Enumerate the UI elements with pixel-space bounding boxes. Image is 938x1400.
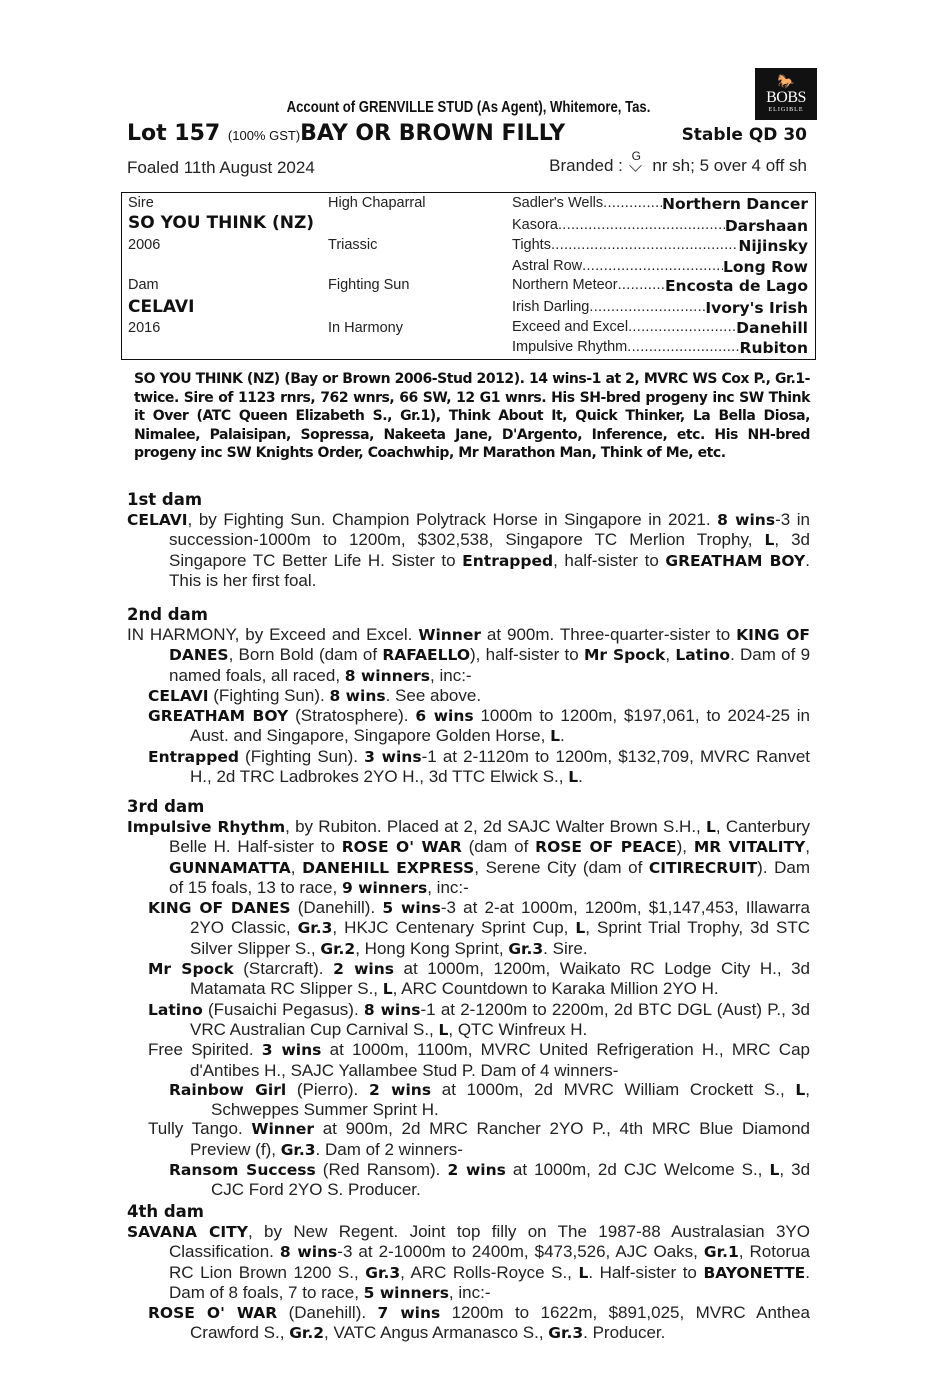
plain-text: (dam of [461, 837, 536, 857]
bold-text: 3 wins [261, 1041, 322, 1060]
plain-text: , Rotorua RC Lion Brown 1200 S., [169, 1242, 810, 1282]
plain-text: , HKJC Centenary Sprint Cup, [332, 918, 576, 938]
plain-text: (Pierro). [286, 1079, 369, 1099]
bold-text: Latino [675, 646, 731, 665]
section-heading: 3rd dam [127, 797, 205, 816]
plain-text: (Starcraft). [233, 959, 334, 979]
bold-text: L [578, 1263, 589, 1282]
bold-text: CITIRECRUIT [648, 858, 758, 877]
plain-text: , by Rubiton. Placed at 2, 2d SAJC Walter Brown S.H., [285, 817, 707, 836]
plain-text: (Fighting Sun). [208, 685, 330, 705]
bold-text: Winner [418, 626, 481, 644]
bold-text: 7 wins [377, 1304, 441, 1323]
plain-text: . Dam of 2 winners- [315, 1139, 463, 1159]
plain-text: at 1000m, 1200m, Waikato RC Lodge City H., 3d Matamata RC Slipper S., [190, 959, 811, 999]
pedigree-paragraph [127, 747, 810, 788]
plain-text: -1 at 2-1120m to 1200m, $132,709, MVRC Ranvet H., 2d TRC Ladbrokes 2YO H., 3d TTC Elwick S., [190, 746, 810, 787]
plain-text: ), half-sister to [470, 645, 584, 665]
dam-year: 2016 [128, 320, 161, 336]
dam-section-4 [127, 1202, 810, 1344]
great-grandparent-row: Tights ..... Nijinsky [512, 237, 808, 255]
great-grandparent-row: Kasora ..... Darshaan [512, 217, 808, 235]
bold-text: KING OF DANES [169, 626, 810, 665]
plain-text: (Fusaichi Pegasus). [202, 999, 364, 1019]
gst-note: (100% GST) [227, 128, 301, 143]
bold-text: Ransom Success [169, 1161, 316, 1180]
pedigree-paragraph [127, 1303, 810, 1344]
dam-section-1 [127, 490, 810, 590]
plain-text: , inc:- [430, 665, 472, 685]
dam-section-2 [127, 605, 810, 787]
plain-text: , [665, 645, 676, 665]
bold-text: L [568, 768, 579, 787]
bold-text: GUNNAMATTA [169, 858, 291, 877]
bold-text: Latino [148, 1000, 203, 1019]
pedigree-paragraph [127, 625, 810, 686]
bold-text: L [438, 1020, 449, 1039]
bold-text: BAYONETTE [703, 1263, 806, 1282]
bold-text: 8 wins [279, 1243, 338, 1262]
bold-text: L [764, 531, 775, 550]
lot-header [127, 121, 810, 149]
bold-text: Rainbow Girl [169, 1080, 287, 1099]
pedigree-paragraph [127, 686, 810, 706]
plain-text: , 3d CJC Ford 2YO S. Producer. [211, 1160, 811, 1200]
great-grandparent-row: Irish Darling ..... Ivory's Irish [512, 299, 808, 317]
bold-text: Impulsive Rhythm [127, 818, 286, 836]
plain-text: . Dam of 9 named foals, all raced, [169, 645, 811, 685]
brand-info [549, 150, 807, 176]
dam-label: Dam [128, 277, 159, 293]
great-grandparent-row: Exceed and Excel ..... Danehill [512, 319, 808, 337]
bold-text: 6 wins [415, 707, 474, 726]
bold-text: L [550, 727, 560, 746]
bold-text: CELAVI [148, 686, 209, 705]
plain-text: , by New Regent. Joint top filly on The 1987-88 Australasian 3YO Classification. [169, 1222, 810, 1262]
plain-text: at 1000m, 2d MVRC William Crockett S., [431, 1079, 796, 1099]
great-grandparent-row: Northern Meteor ..... Encosta de Lago [512, 277, 808, 295]
granddam-paternal: Triassic [328, 237, 378, 253]
horse-description: BAY OR BROWN FILLY [300, 121, 566, 146]
plain-text: . [578, 767, 583, 787]
branded-label: Branded : [549, 156, 623, 175]
grandsire-paternal: High Chaparral [328, 195, 426, 211]
plain-text: . Sire. [543, 938, 588, 958]
foaled-date: Foaled 11th August 2024 [127, 158, 315, 177]
lot-title [127, 121, 565, 146]
dam-section-3 [127, 797, 810, 1200]
plain-text: , inc:- [448, 1282, 491, 1302]
plain-text: , 3d Singapore TC Better Life H. Sister to [169, 530, 810, 570]
plain-text: , Serene City (dam of [474, 857, 649, 877]
pedigree-paragraph [127, 1000, 810, 1041]
bold-text: Mr Spock [148, 960, 234, 979]
bold-text: Gr.3 [508, 939, 544, 958]
plain-text: IN HARMONY, by Exceed and Excel. [127, 625, 419, 644]
plain-text: (Danehill). [290, 898, 383, 918]
bold-text: Gr.3 [297, 919, 333, 938]
bold-text: 5 wins [382, 899, 441, 918]
sire-label: Sire [128, 195, 154, 211]
bold-text: L [769, 1161, 780, 1180]
great-grandparent-row: Sadler's Wells ..... Northern Dancer [512, 195, 808, 213]
section-heading: 4th dam [127, 1202, 204, 1221]
lot-number: Lot 157 [127, 121, 221, 146]
bold-text: Gr.3 [548, 1324, 584, 1343]
bold-text: Gr.2 [320, 939, 356, 958]
stable-location: Stable QD 30 [681, 125, 807, 145]
bold-text: SAVANA CITY [127, 1223, 248, 1241]
great-grandparent-row: Impulsive Rhythm ..... Rubiton [512, 339, 808, 357]
plain-text: . This is her first foal. [169, 550, 810, 590]
bold-text: ROSE O' WAR [341, 838, 462, 857]
plain-text: -3 in succession-1000m to 1200m, $302,538, Singapore TC Merlion Trophy, [169, 510, 810, 550]
bold-text: L [706, 818, 716, 836]
great-grandparent-row: Astral Row ..... Long Row [512, 258, 808, 276]
vendor-account: Account of GRENVILLE STUD (As Agent), Whitemore, Tas. [286, 99, 651, 116]
bold-text: ROSE O' WAR [148, 1304, 278, 1323]
plain-text: (Red Ransom). [315, 1160, 448, 1180]
branded-detail: nr sh; 5 over 4 off sh [652, 156, 807, 175]
bold-text: MR VITALITY [693, 838, 806, 857]
plain-text: , Hong Kong Sprint, [355, 938, 509, 958]
pedigree-paragraph [127, 1040, 810, 1080]
sire-summary: SO YOU THINK (NZ) (Bay or Brown 2006-Stud 2012). 14 wins-1 at 2, MVRC WS Cox P., Gr.1-twice. Sire of 1123 rnrs, 762 wnrs, 66 SW, 12 G1 wnrs. His SH-bred progeny inc SW Think it Over (ATC Queen Elizabeth S., Gr.1), Think About It, Quick Thinker, La Bella Diosa, Nimalee, Palaisipan, Sopressa, Nakeeta Jane, D'Argento, Inference, etc. His NH-bred progeny inc SW Knights Order, Coachwhip, Mr Marathon Man, Think of Me, etc. [134, 371, 810, 461]
bold-text: 8 wins [717, 511, 776, 529]
plain-text: 1000m to 1200m, $197,061, to 2024-25 in Aust. and Singapore, Singapore Golden Horse, [190, 706, 811, 746]
bold-text: KING OF DANES [148, 899, 291, 918]
plain-text: . Dam of 8 foals, 7 to race, [169, 1262, 810, 1302]
grandsire-maternal: Fighting Sun [328, 277, 410, 293]
bold-text: CELAVI [127, 511, 188, 529]
bold-text: Winner [251, 1120, 315, 1139]
logo-top-text: BOBS [766, 89, 806, 106]
bold-text: 9 winners [341, 878, 428, 897]
bold-text: Gr.3 [365, 1263, 401, 1282]
pedigree-paragraph [127, 1222, 810, 1303]
plain-text: , [290, 857, 303, 877]
dam-name: CELAVI [128, 297, 195, 317]
plain-text: , Sprint Trial Trophy, 3d STC Silver Slipper S., [190, 918, 810, 958]
pedigree-paragraph [127, 510, 810, 590]
plain-text: -1 at 2-1200m to 2200m, 2d BTC DGL (Aust) P., 3d VRC Australian Cup Carnival S., [190, 999, 810, 1039]
plain-text: at 1000m, 1100m, MVRC United Refrigeration H., MRC Cap d'Antibes H., SAJC Yallambee Stud P. Dam of 4 winners- [190, 1040, 810, 1080]
plain-text: . [559, 726, 565, 746]
plain-text: . See above. [385, 685, 482, 705]
bold-text: RAFAELLO [382, 646, 471, 665]
pedigree-paragraph [127, 1160, 810, 1200]
plain-text: ), [676, 837, 694, 857]
section-heading: 2nd dam [127, 605, 208, 624]
sire-year: 2006 [128, 237, 161, 253]
bold-text: 8 winners [344, 666, 431, 685]
pedigree-paragraph [127, 706, 810, 747]
bold-text: ROSE OF PEACE [535, 838, 677, 857]
pedigree-paragraph [127, 817, 810, 898]
pedigree-paragraph [127, 898, 810, 959]
bold-text: 3 wins [364, 747, 422, 766]
bold-text: 8 wins [329, 686, 386, 705]
pedigree-paragraph [127, 1080, 810, 1120]
bold-text: 5 winners [363, 1283, 449, 1302]
bold-text: L [575, 919, 586, 938]
bold-text: GREATHAM BOY [148, 707, 289, 726]
plain-text: , VATC Angus Armanasco S., [324, 1323, 549, 1343]
bold-text: Gr.3 [280, 1140, 316, 1159]
bobs-eligible-logo [755, 68, 817, 120]
plain-text: at 900m. Three-quarter-sister to [480, 625, 737, 644]
plain-text: at 900m, 2d MRC Rancher 2YO P., 4th MRC Blue Diamond Preview (f), [190, 1119, 810, 1159]
plain-text: (Fighting Sun). [238, 746, 365, 766]
bold-text: 2 wins [447, 1161, 506, 1180]
bold-text: DANEHILL EXPRESS [302, 858, 475, 877]
plain-text: (Stratosphere). [288, 706, 416, 726]
section-heading: 1st dam [127, 490, 203, 509]
plain-text: , Schweppes Summer Sprint H. [211, 1079, 811, 1120]
plain-text: . Producer. [583, 1323, 666, 1343]
plain-text: , ARC Countdown to Karaka Million 2YO H. [392, 979, 719, 999]
brand-mark-icon: G [628, 150, 648, 176]
plain-text: 1200m to 1622m, $891,025, MVRC Anthea Crawford S., [190, 1303, 810, 1343]
plain-text: -3 at 2-1000m to 2400m, $473,526, AJC Oaks, [337, 1242, 704, 1262]
bold-text: 8 wins [363, 1000, 421, 1019]
plain-text: Free Spirited. [148, 1040, 262, 1060]
plain-text: , Canterbury Belle H. Half-sister to [169, 817, 810, 857]
horse-head-icon: 🐎 [777, 73, 795, 89]
plain-text: at 1000m, 2d CJC Welcome S., [505, 1160, 770, 1180]
sire-name: SO YOU THINK (NZ) [128, 213, 315, 233]
plain-text: , QTC Winfreux H. [448, 1019, 588, 1039]
plain-text: -3 at 2-at 1000m, 1200m, $1,147,453, Illawarra 2YO Classic, [190, 898, 810, 938]
pedigree-table [121, 192, 816, 360]
bold-text: Entrapped [462, 551, 554, 570]
plain-text: . Half-sister to [588, 1262, 704, 1282]
bold-text: Mr Spock [583, 646, 666, 665]
bold-text: L [795, 1080, 806, 1099]
pedigree-paragraph [127, 1119, 810, 1160]
plain-text: ). Dam of 15 foals, 13 to race, [169, 857, 811, 897]
bold-text: Gr.1 [703, 1243, 739, 1262]
plain-text: , [805, 837, 810, 857]
bold-text: GREATHAM BOY [665, 551, 806, 570]
plain-text: Tully Tango. [148, 1119, 252, 1139]
bold-text: Gr.2 [289, 1324, 325, 1343]
pedigree-paragraph [127, 959, 810, 1000]
plain-text: , Born Bold (dam of [228, 645, 383, 665]
logo-bottom-text: ELIGIBLE [768, 107, 804, 113]
bold-text: 2 wins [333, 960, 394, 979]
plain-text: , by Fighting Sun. Champion Polytrack Horse in Singapore in 2021. [187, 510, 718, 529]
plain-text: , inc:- [427, 877, 469, 897]
plain-text: (Danehill). [277, 1303, 378, 1323]
plain-text: , half-sister to [553, 550, 666, 570]
bold-text: L [382, 980, 393, 999]
bold-text: Entrapped [148, 747, 239, 766]
granddam-maternal: In Harmony [328, 320, 403, 336]
bold-text: 2 wins [369, 1080, 432, 1099]
plain-text: , ARC Rolls-Royce S., [400, 1262, 579, 1282]
